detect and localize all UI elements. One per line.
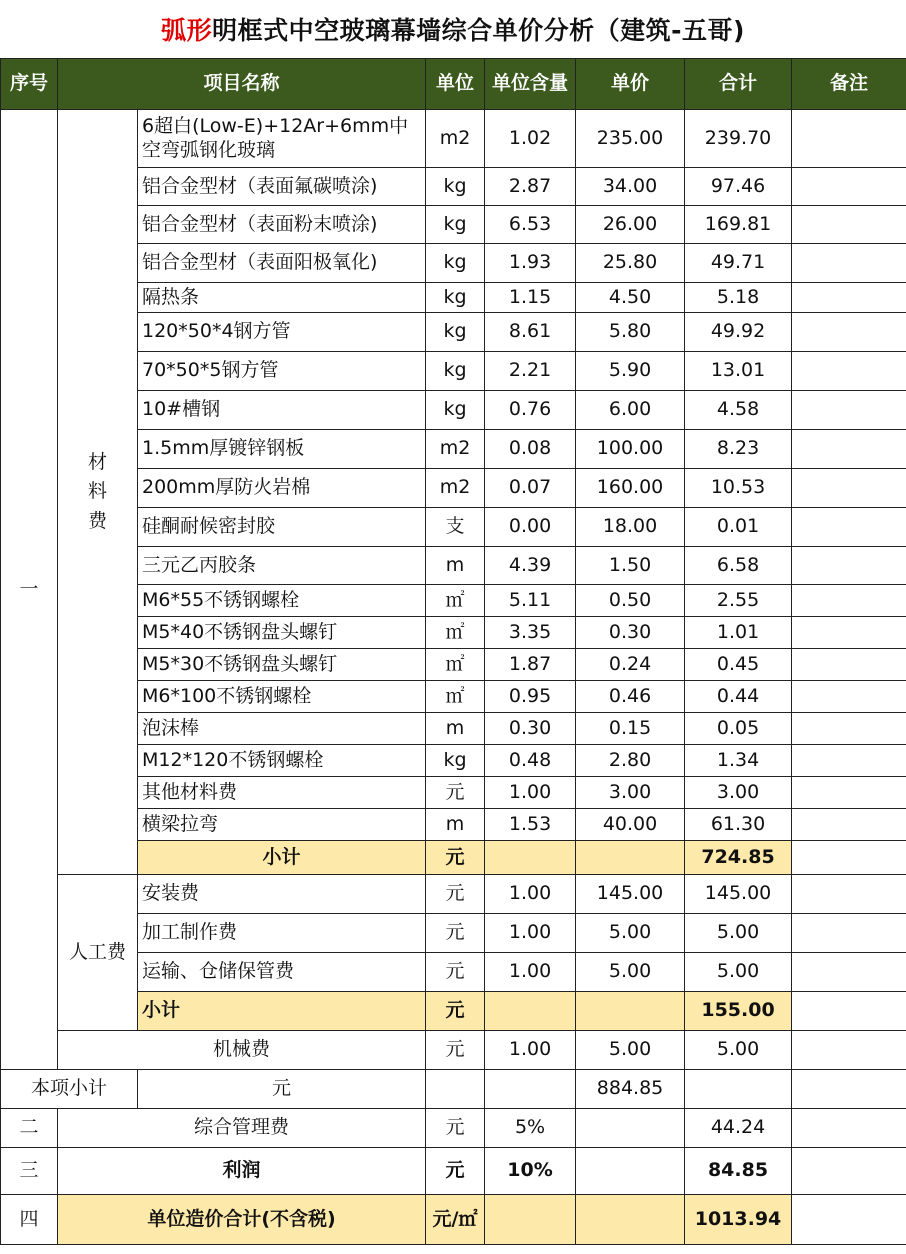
labor-label: 人工费 — [58, 875, 138, 1031]
item-price: 0.30 — [576, 617, 685, 649]
subtotal-price — [576, 992, 685, 1031]
item-qty: 0.76 — [485, 391, 576, 430]
item-total: 145.00 — [685, 875, 792, 914]
item-unit: m2 — [426, 430, 485, 469]
header-seq: 序号 — [1, 59, 58, 110]
item-unit: 元 — [426, 1031, 485, 1070]
item-price: 1.50 — [576, 547, 685, 585]
item-qty: 5.11 — [485, 585, 576, 617]
item-qty: 8.61 — [485, 313, 576, 352]
item-note — [792, 283, 906, 313]
item-qty: 0.95 — [485, 681, 576, 713]
item-qty: 6.53 — [485, 206, 576, 244]
item-name: 利润 — [58, 1148, 426, 1195]
item-qty: 1.15 — [485, 283, 576, 313]
item-price: 160.00 — [576, 469, 685, 508]
item-total: 239.70 — [685, 110, 792, 168]
section-seq: 一 — [1, 110, 58, 1070]
item-note — [792, 313, 906, 352]
item-unit: kg — [426, 352, 485, 391]
item-unit: ㎡ — [426, 681, 485, 713]
subtotal-qty — [485, 841, 576, 875]
item-name: 安装费 — [138, 875, 426, 914]
item-unit: kg — [426, 283, 485, 313]
item-name: 本项小计 — [1, 1070, 138, 1109]
item-note — [792, 875, 906, 914]
item-total: 6.58 — [685, 547, 792, 585]
item-unit: m2 — [426, 110, 485, 168]
item-price: 5.00 — [576, 953, 685, 992]
item-note — [792, 1148, 906, 1195]
item-qty: 1.00 — [485, 777, 576, 809]
item-name: 10#槽钢 — [138, 391, 426, 430]
page-title — [0, 0, 906, 58]
item-qty — [426, 1070, 485, 1109]
item-price: 5.00 — [576, 914, 685, 953]
item-total: 49.71 — [685, 244, 792, 283]
item-note — [792, 953, 906, 992]
header-qty: 单位含量 — [485, 59, 576, 110]
item-unit: 元 — [426, 953, 485, 992]
item-price: 26.00 — [576, 206, 685, 244]
item-price — [576, 1148, 685, 1195]
item-unit: 元 — [426, 1109, 485, 1148]
item-price: 0.24 — [576, 649, 685, 681]
profit-row — [1, 1148, 906, 1195]
item-price: 5.90 — [576, 352, 685, 391]
item-note — [792, 391, 906, 430]
item-price: 0.50 — [576, 585, 685, 617]
title-text: 明框式中空玻璃幕墙综合单价分析（建筑-五哥) — [212, 16, 745, 45]
subtotal-note — [792, 992, 906, 1031]
item-name: 机械费 — [58, 1031, 426, 1070]
item-qty: 1.00 — [485, 1031, 576, 1070]
item-unit: 元 — [426, 875, 485, 914]
item-unit: ㎡ — [426, 585, 485, 617]
item-unit: m2 — [426, 469, 485, 508]
item-total: 84.85 — [685, 1148, 792, 1195]
item-name: M5*30不锈钢盘头螺钉 — [138, 649, 426, 681]
item-price: 0.15 — [576, 713, 685, 745]
item-note — [685, 1070, 792, 1109]
item-note — [792, 168, 906, 206]
item-unit: ㎡ — [426, 649, 485, 681]
item-total: 1013.94 — [685, 1195, 792, 1245]
item-total: 97.46 — [685, 168, 792, 206]
item-price: 5.00 — [576, 1031, 685, 1070]
item-note — [792, 617, 906, 649]
item-unit: m — [426, 809, 485, 841]
item-total: 8.23 — [685, 430, 792, 469]
item-qty: 1.00 — [485, 875, 576, 914]
item-qty: 0.30 — [485, 713, 576, 745]
item-total: 44.24 — [685, 1109, 792, 1148]
item-unit: 元 — [426, 1148, 485, 1195]
item-note — [792, 1031, 906, 1070]
item-name: 隔热条 — [138, 283, 426, 313]
item-total: 0.44 — [685, 681, 792, 713]
item-unit: kg — [426, 391, 485, 430]
item-note — [792, 914, 906, 953]
item-total: 5.00 — [685, 914, 792, 953]
item-total: 5.00 — [685, 953, 792, 992]
item-note — [792, 713, 906, 745]
item-qty: 1.00 — [485, 914, 576, 953]
item-subtotal-row — [1, 1070, 906, 1109]
item-price — [485, 1070, 576, 1109]
item-name: 1.5mm厚镀锌钢板 — [138, 430, 426, 469]
item-price: 25.80 — [576, 244, 685, 283]
item-total: 4.58 — [685, 391, 792, 430]
item-name: 泡沫棒 — [138, 713, 426, 745]
item-note — [792, 110, 906, 168]
item-qty: 2.21 — [485, 352, 576, 391]
item-total: 13.01 — [685, 352, 792, 391]
item-note — [792, 1195, 906, 1245]
item-total: 1.01 — [685, 617, 792, 649]
table-row — [1, 875, 906, 914]
header-row — [1, 59, 906, 110]
item-unit: 元/㎡ — [426, 1195, 485, 1245]
item-name: 铝合金型材（表面阳极氧化) — [138, 244, 426, 283]
item-name: 硅酮耐候密封胶 — [138, 508, 426, 547]
item-name: 其他材料费 — [138, 777, 426, 809]
subtotal-unit: 元 — [426, 841, 485, 875]
table-row — [1, 110, 906, 168]
item-qty: 1.53 — [485, 809, 576, 841]
item-total: 3.00 — [685, 777, 792, 809]
header-total: 合计 — [685, 59, 792, 110]
materials-label: 材 料 费 — [58, 110, 138, 875]
item-name: M12*120不锈钢螺栓 — [138, 745, 426, 777]
item-note — [792, 649, 906, 681]
item-total: 49.92 — [685, 313, 792, 352]
item-price: 4.50 — [576, 283, 685, 313]
item-name: 6超白(Low-E)+12Ar+6mm中空弯弧钢化玻璃 — [138, 110, 426, 168]
item-note — [792, 681, 906, 713]
item-unit: 元 — [426, 914, 485, 953]
item-total: 0.01 — [685, 508, 792, 547]
item-price: 5.80 — [576, 313, 685, 352]
subtotal-qty — [485, 992, 576, 1031]
item-total: 0.05 — [685, 713, 792, 745]
item-name: M5*40不锈钢盘头螺钉 — [138, 617, 426, 649]
item-price — [576, 1195, 685, 1245]
item-price: 0.46 — [576, 681, 685, 713]
item-unit: kg — [426, 745, 485, 777]
item-note — [792, 469, 906, 508]
header-price: 单价 — [576, 59, 685, 110]
item-total: 0.45 — [685, 649, 792, 681]
item-total: 884.85 — [576, 1070, 685, 1109]
item-name: M6*100不锈钢螺栓 — [138, 681, 426, 713]
management-fee-row — [1, 1109, 906, 1148]
item-name: M6*55不锈钢螺栓 — [138, 585, 426, 617]
item-qty: 1.02 — [485, 110, 576, 168]
item-note — [792, 809, 906, 841]
subtotal-note — [792, 841, 906, 875]
item-note — [792, 745, 906, 777]
subtotal-label: 小计 — [138, 841, 426, 875]
item-price: 34.00 — [576, 168, 685, 206]
subtotal-price — [576, 841, 685, 875]
item-unit: 支 — [426, 508, 485, 547]
item-unit: kg — [426, 206, 485, 244]
price-analysis-table — [0, 58, 906, 1245]
item-name: 综合管理费 — [58, 1109, 426, 1148]
item-note — [792, 508, 906, 547]
subtotal-total: 724.85 — [685, 841, 792, 875]
machine-row — [1, 1031, 906, 1070]
header-note: 备注 — [792, 59, 906, 110]
item-unit: kg — [426, 244, 485, 283]
item-unit: kg — [426, 313, 485, 352]
item-qty: 0.48 — [485, 745, 576, 777]
item-qty: 3.35 — [485, 617, 576, 649]
item-total: 2.55 — [685, 585, 792, 617]
item-total: 10.53 — [685, 469, 792, 508]
item-price: 235.00 — [576, 110, 685, 168]
table-body — [1, 110, 906, 1245]
item-qty: 1.93 — [485, 244, 576, 283]
item-qty: 5% — [485, 1109, 576, 1148]
item-note — [792, 206, 906, 244]
item-name: 铝合金型材（表面氟碳喷涂) — [138, 168, 426, 206]
item-qty: 0.07 — [485, 469, 576, 508]
item-name: 运输、仓储保管费 — [138, 953, 426, 992]
header-name: 项目名称 — [58, 59, 426, 110]
item-total: 1.34 — [685, 745, 792, 777]
item-price: 3.00 — [576, 777, 685, 809]
item-price: 6.00 — [576, 391, 685, 430]
item-unit: m — [426, 713, 485, 745]
item-qty: 2.87 — [485, 168, 576, 206]
item-unit: kg — [426, 168, 485, 206]
subtotal-label: 小计 — [138, 992, 426, 1031]
item-qty: 10% — [485, 1148, 576, 1195]
item-total: 5.00 — [685, 1031, 792, 1070]
item-price: 2.80 — [576, 745, 685, 777]
item-qty — [485, 1195, 576, 1245]
item-note — [792, 352, 906, 391]
item-name: 三元乙丙胶条 — [138, 547, 426, 585]
item-note — [792, 585, 906, 617]
item-total: 5.18 — [685, 283, 792, 313]
item-total: 61.30 — [685, 809, 792, 841]
item-name: 120*50*4钢方管 — [138, 313, 426, 352]
item-note — [792, 430, 906, 469]
subtotal-unit: 元 — [426, 992, 485, 1031]
item-qty: 0.08 — [485, 430, 576, 469]
item-qty: 0.00 — [485, 508, 576, 547]
item-name: 加工制作费 — [138, 914, 426, 953]
section-seq: 三 — [1, 1148, 58, 1195]
item-note — [792, 777, 906, 809]
item-name: 单位造价合计(不含税) — [58, 1195, 426, 1245]
item-name: 横梁拉弯 — [138, 809, 426, 841]
item-note — [792, 244, 906, 283]
item-note — [792, 1109, 906, 1148]
item-unit: ㎡ — [426, 617, 485, 649]
item-price: 40.00 — [576, 809, 685, 841]
header-unit: 单位 — [426, 59, 485, 110]
subtotal-total: 155.00 — [685, 992, 792, 1031]
item-qty: 4.39 — [485, 547, 576, 585]
item-unit: 元 — [138, 1070, 426, 1109]
item-name: 70*50*5钢方管 — [138, 352, 426, 391]
item-name: 200mm厚防火岩棉 — [138, 469, 426, 508]
section-seq: 二 — [1, 1109, 58, 1148]
item-price: 100.00 — [576, 430, 685, 469]
title-highlight: 弧形 — [161, 16, 213, 45]
item-note — [792, 547, 906, 585]
item-price: 145.00 — [576, 875, 685, 914]
item-unit: m — [426, 547, 485, 585]
item-name: 铝合金型材（表面粉末喷涂) — [138, 206, 426, 244]
item-price: 18.00 — [576, 508, 685, 547]
item-unit: 元 — [426, 777, 485, 809]
item-total: 169.81 — [685, 206, 792, 244]
section-seq: 四 — [1, 1195, 58, 1245]
item-price — [576, 1109, 685, 1148]
item-qty: 1.00 — [485, 953, 576, 992]
grand-total-row — [1, 1195, 906, 1245]
item-qty: 1.87 — [485, 649, 576, 681]
